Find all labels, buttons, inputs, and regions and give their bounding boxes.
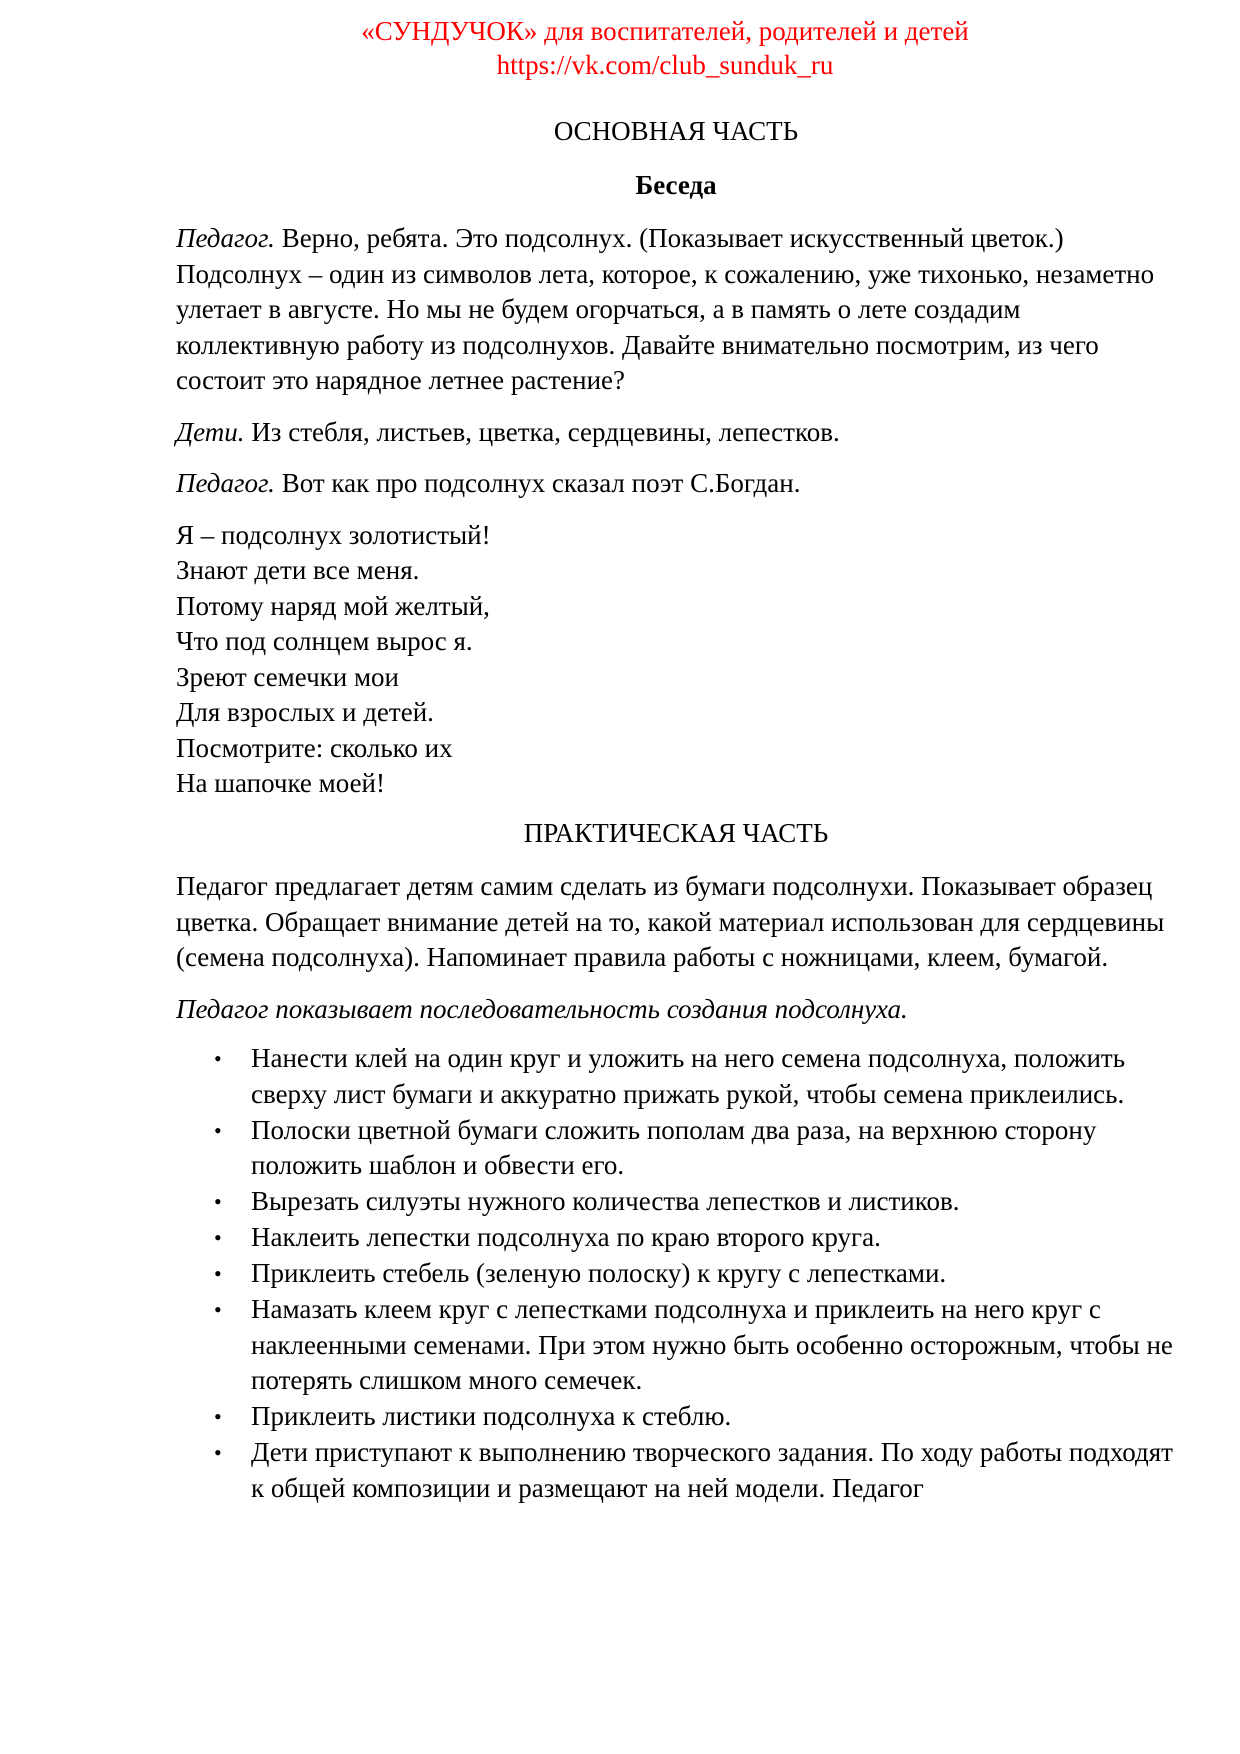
list-item xyxy=(176,1435,1176,1506)
bullet-icon: • xyxy=(214,1189,222,1214)
practical-instruction: Педагог показывает последовательность создания подсолнуха. xyxy=(176,993,908,1024)
list-item xyxy=(176,1184,1176,1220)
list-item-text: Нанести клей на один круг и уложить на него семена подсолнуха, положить сверху лист бумаги и аккуратно прижать рукой, чтобы семена приклеились. xyxy=(251,1043,1126,1109)
list-item xyxy=(176,1292,1176,1399)
dialog-paragraph xyxy=(176,466,1176,502)
list-item-text: Намазать клеем круг с лепестками подсолнуха и приклеить на него круг с наклеенными семенами. При этом нужно быть особенно осторожным, чтобы не потерять слишком много семечек. xyxy=(251,1294,1173,1395)
bullet-icon: • xyxy=(214,1297,222,1322)
dialog-paragraph xyxy=(176,221,1176,399)
poem xyxy=(176,518,1176,802)
poem-line: Для взрослых и детей. xyxy=(176,697,434,727)
document-body xyxy=(176,114,1176,1507)
practical-intro: Педагог предлагает детям самим сделать из бумаги подсолнухи. Показывает образец цветка. Обращает внимание детей на то, какой материал использован для сердцевины (семена подсолнуха). Напоминает правила работы с ножницами, клеем, бумагой. xyxy=(176,871,1165,972)
list-item-text: Приклеить листики подсолнуха к стеблю. xyxy=(251,1401,732,1431)
bullet-icon: • xyxy=(214,1440,222,1465)
section-subtitle: Беседа xyxy=(635,169,717,200)
list-item-text: Наклеить лепестки подсолнуха по краю второго круга. xyxy=(251,1222,881,1252)
list-item-text: Вырезать силуэты нужного количества лепестков и листиков. xyxy=(251,1186,960,1216)
speaker-label: Дети. xyxy=(176,416,245,447)
dialog-text: Из стебля, листьев, цветка, сердцевины, лепестков. xyxy=(244,416,840,447)
bullet-icon: • xyxy=(214,1046,222,1071)
steps-list xyxy=(176,1041,1176,1506)
list-item-text: Дети приступают к выполнению творческого задания. По ходу работы подходят к общей композиции и размещают на ней модели. Педагог xyxy=(251,1437,1173,1503)
speaker-label: Педагог. xyxy=(176,468,275,498)
poem-line: Посмотрите: сколько их xyxy=(176,732,453,763)
list-item xyxy=(176,1113,1176,1184)
list-item xyxy=(176,1041,1176,1112)
bullet-icon: • xyxy=(214,1404,222,1429)
section-title-main: ОСНОВНАЯ ЧАСТЬ xyxy=(553,116,799,146)
poem-line: Потому наряд мой желтый, xyxy=(176,590,490,621)
list-item-text: Приклеить стебель (зеленую полоску) к кругу с лепестками. xyxy=(251,1258,947,1288)
dialog-paragraph xyxy=(176,415,1176,451)
header-title: «СУНДУЧОК» для воспитателей, родителей и детей xyxy=(361,16,969,46)
speaker-label: Педагог. xyxy=(176,223,275,253)
list-item-text: Полоски цветной бумаги сложить пополам два раза, на верхнюю сторону положить шаблон и обвести его. xyxy=(251,1114,1097,1180)
header-link[interactable]: https://vk.com/club_sunduk_ru xyxy=(496,50,834,80)
bullet-icon: • xyxy=(214,1261,222,1286)
section-title-practical: ПРАКТИЧЕСКАЯ ЧАСТЬ xyxy=(523,817,829,848)
bullet-icon: • xyxy=(214,1117,222,1143)
poem-line: На шапочке моей! xyxy=(176,768,385,798)
poem-line: Знают дети все меня. xyxy=(176,555,420,585)
poem-line: Я – подсолнух золотистый! xyxy=(176,519,491,550)
list-item xyxy=(176,1220,1176,1256)
poem-line: Зреют семечки мои xyxy=(176,661,400,692)
list-item xyxy=(176,1256,1176,1292)
dialog-text: Вот как про подсолнух сказал поэт С.Богдан. xyxy=(274,468,801,498)
list-item xyxy=(176,1399,1176,1435)
dialog-text: Верно, ребята. Это подсолнух. (Показывает искусственный цветок.) Подсолнух – один из символов лета, которое, к сожалению, уже тихонько, незаметно улетает в августе. Но мы не будем огорчаться, а в память о лете создадим коллективную работу из подсолнухов. Давайте внимательно посмотрим, из чего состоит это нарядное летнее растение? xyxy=(176,223,1155,395)
bullet-icon: • xyxy=(214,1225,222,1250)
page-header xyxy=(0,14,1240,82)
poem-line: Что под солнцем вырос я. xyxy=(176,626,473,656)
